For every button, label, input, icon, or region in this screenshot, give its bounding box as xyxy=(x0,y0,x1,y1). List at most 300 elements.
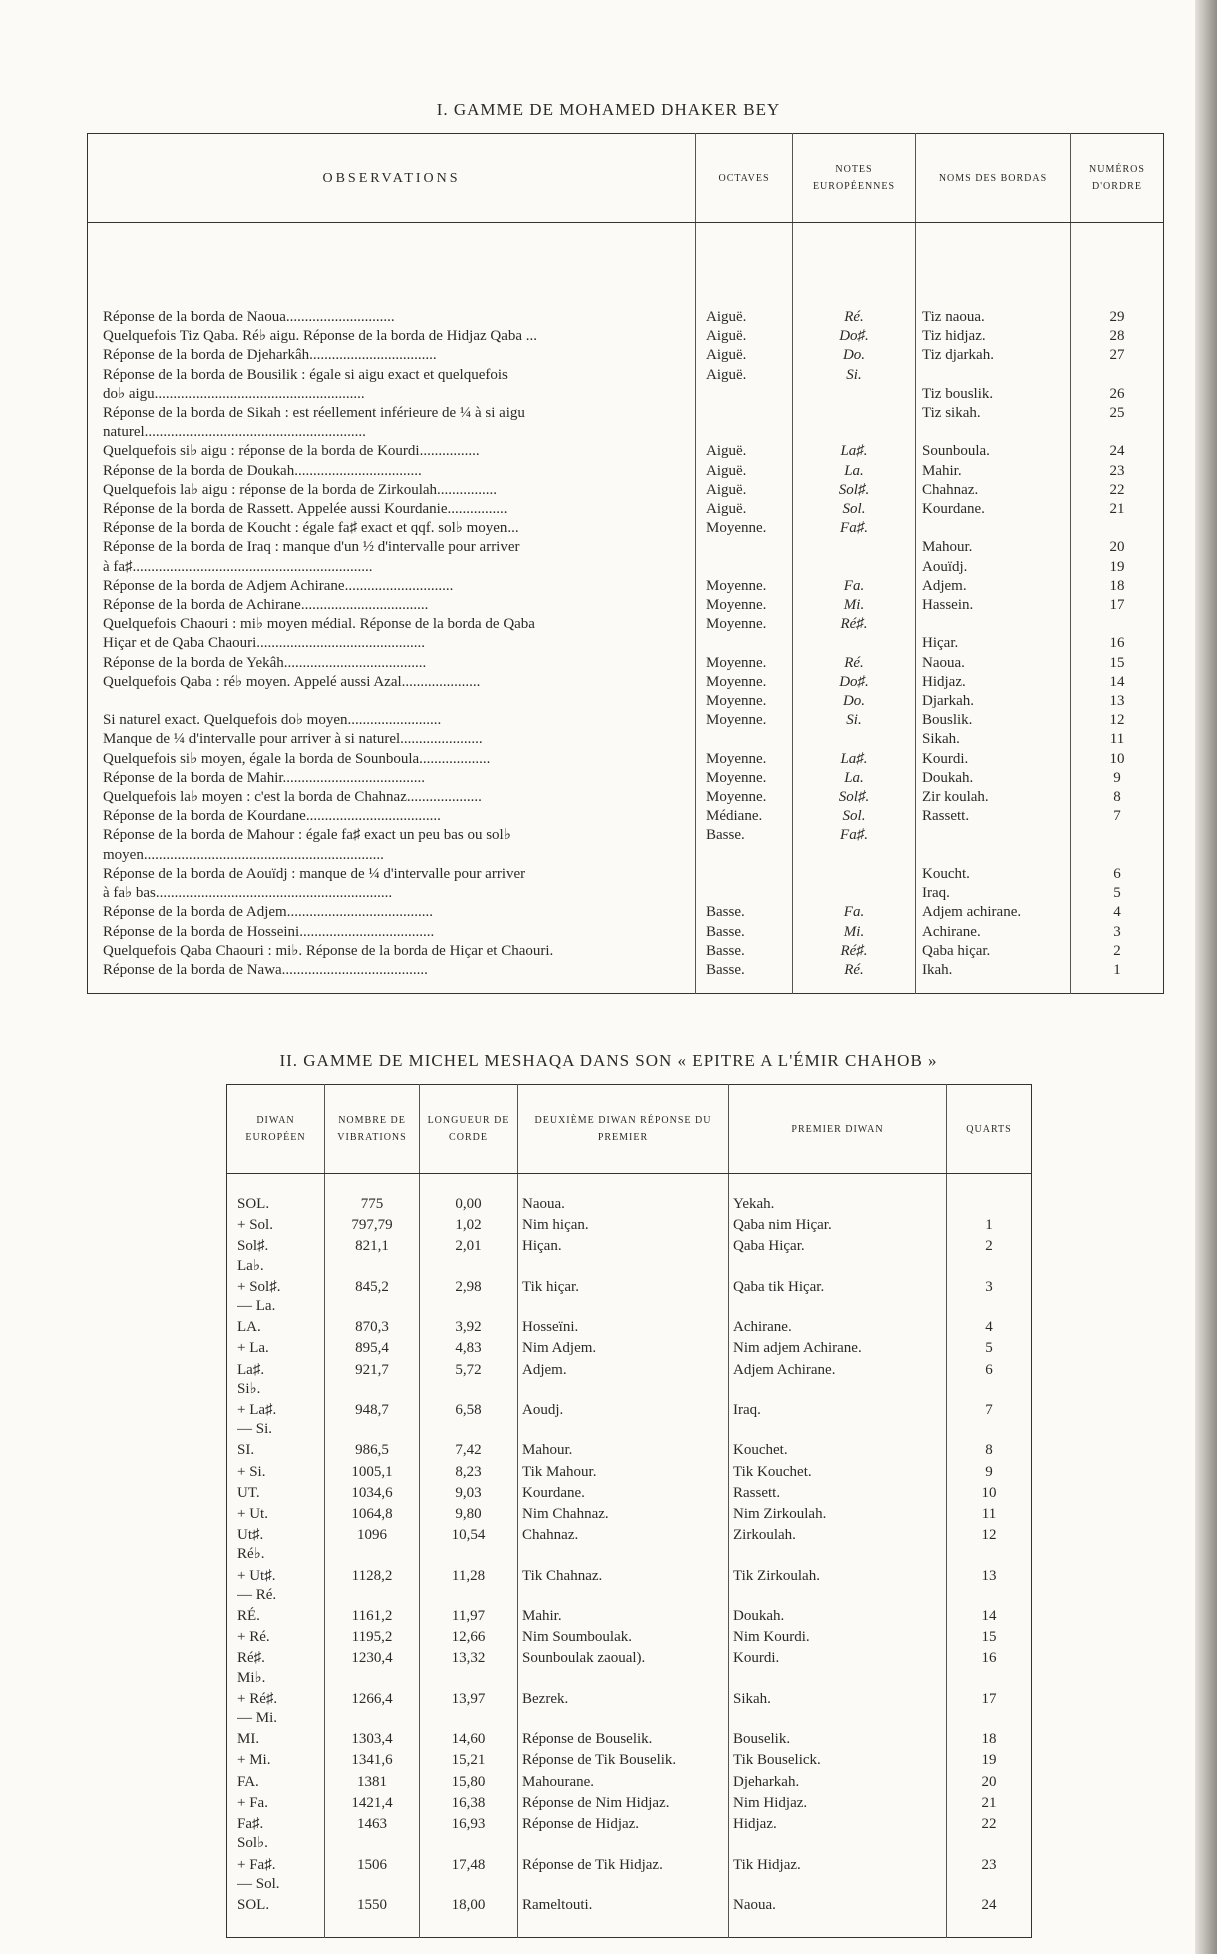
numero-cell xyxy=(1071,788,1164,807)
observation-cell xyxy=(88,711,696,749)
second-diwan-cell: Nim Chahnaz. xyxy=(518,1504,729,1525)
numero-line: 26 xyxy=(1109,385,1125,402)
numero-line: 19 xyxy=(1109,558,1125,575)
numero-line: 22 xyxy=(1109,481,1125,498)
table-row xyxy=(227,1750,1032,1771)
octave-cell: Aiguë. xyxy=(696,223,793,328)
diwan-note-line: FA. xyxy=(237,1773,259,1790)
diwan-note-line: — Sol. xyxy=(237,1875,280,1892)
note-cell: Do♯. xyxy=(793,673,916,692)
numero-cell xyxy=(1071,500,1164,519)
first-diwan-cell: Rassett. xyxy=(729,1483,947,1504)
observation-line: Quelquefois Chaouri : mi♭ moyen médial. Réponse de la borda de Qaba xyxy=(103,616,535,633)
observation-cell xyxy=(88,654,696,673)
vibrations-cell: 1005,1 xyxy=(325,1462,420,1483)
longueur-cell: 16,38 xyxy=(420,1793,518,1814)
first-diwan-cell: Qaba nim Hiçar. xyxy=(729,1215,947,1236)
borda-cell xyxy=(916,442,1071,461)
observation-cell xyxy=(88,442,696,461)
observation-cell xyxy=(88,692,696,711)
observation-line: Quelquefois la♭ aigu : réponse de la borda de Zirkoulah................ xyxy=(103,481,498,498)
second-diwan-cell: Aoudj. xyxy=(518,1400,729,1440)
table-row xyxy=(88,327,1164,346)
header-second-diwan: DEUXIÈME DIWAN RÉPONSE DU PREMIER xyxy=(518,1085,729,1174)
borda-line: Chahnaz. xyxy=(922,481,979,498)
octave-cell: Moyenne. xyxy=(696,769,793,788)
diwan-note-cell xyxy=(227,1360,325,1400)
first-diwan-cell: Hidjaz. xyxy=(729,1814,947,1854)
quarts-cell: 14 xyxy=(947,1606,1032,1627)
first-diwan-cell: Qaba Hiçar. xyxy=(729,1236,947,1276)
vibrations-cell: 1421,4 xyxy=(325,1793,420,1814)
note-cell: Sol♯. xyxy=(793,788,916,807)
note-cell: Do. xyxy=(793,692,916,711)
second-diwan-cell: Mahir. xyxy=(518,1606,729,1627)
numero-cell xyxy=(1071,903,1164,922)
table-row xyxy=(88,673,1164,692)
vibrations-cell: 1381 xyxy=(325,1772,420,1793)
longueur-cell: 5,72 xyxy=(420,1360,518,1400)
observation-cell xyxy=(88,577,696,596)
vibrations-cell: 1064,8 xyxy=(325,1504,420,1525)
borda-line xyxy=(922,826,1068,845)
table-row xyxy=(227,1648,1032,1688)
header-longueur: LONGUEUR DE CORDE xyxy=(420,1085,518,1174)
note-cell: La♯. xyxy=(793,750,916,769)
table2-header-row xyxy=(227,1085,1032,1174)
first-diwan-cell: Kourdi. xyxy=(729,1648,947,1688)
longueur-cell: 9,03 xyxy=(420,1483,518,1504)
diwan-note-line: RÉ. xyxy=(237,1608,260,1625)
borda-cell xyxy=(916,500,1071,519)
diwan-note-line: LA. xyxy=(237,1319,261,1336)
header-numeros: NUMÉROS D'ORDRE xyxy=(1071,134,1164,223)
longueur-cell: 9,80 xyxy=(420,1504,518,1525)
longueur-cell: 13,32 xyxy=(420,1648,518,1688)
second-diwan-cell: Nim Soumboulak. xyxy=(518,1627,729,1648)
observation-cell xyxy=(88,346,696,365)
quarts-cell: 2 xyxy=(947,1236,1032,1276)
borda-line: Aouïdj. xyxy=(922,558,968,575)
first-diwan-cell: Tik Hidjaz. xyxy=(729,1855,947,1895)
header-quarts: QUARTS xyxy=(947,1085,1032,1174)
diwan-note-line: La♭. xyxy=(237,1257,264,1274)
observation-cell xyxy=(88,826,696,903)
borda-line: Zir koulah. xyxy=(922,789,989,806)
second-diwan-cell: Nim Adjem. xyxy=(518,1338,729,1359)
diwan-note-line: Si♭. xyxy=(237,1380,261,1397)
observation-line: naturel........................................................... xyxy=(103,424,366,441)
diwan-note-line: Fa♯. xyxy=(237,1816,264,1833)
diwan-note-cell xyxy=(227,1174,325,1216)
observation-line: Quelquefois Qaba : ré♭ moyen. Appelé aussi Azal..................... xyxy=(103,673,481,690)
note-cell: Ré♯. xyxy=(793,942,916,961)
diwan-note-cell xyxy=(227,1772,325,1793)
first-diwan-cell: Yekah. xyxy=(729,1174,947,1216)
table2-body xyxy=(227,1174,1032,1938)
observation-cell xyxy=(88,596,696,615)
borda-cell xyxy=(916,942,1071,961)
borda-line: Doukah. xyxy=(922,769,974,786)
borda-cell xyxy=(916,903,1071,922)
vibrations-cell: 1230,4 xyxy=(325,1648,420,1688)
octave-cell: Moyenne. xyxy=(696,577,793,596)
diwan-note-cell xyxy=(227,1440,325,1461)
first-diwan-cell: Djeharkah. xyxy=(729,1772,947,1793)
borda-line: Bouslik. xyxy=(922,712,973,729)
borda-cell xyxy=(916,596,1071,615)
borda-cell xyxy=(916,327,1071,346)
table-row xyxy=(88,826,1164,903)
longueur-cell: 11,28 xyxy=(420,1566,518,1606)
table-row xyxy=(227,1895,1032,1938)
table-row xyxy=(88,223,1164,328)
quarts-cell: 9 xyxy=(947,1462,1032,1483)
numero-line: 10 xyxy=(1109,750,1125,767)
longueur-cell: 11,97 xyxy=(420,1606,518,1627)
quarts-cell: 7 xyxy=(947,1400,1032,1440)
diwan-note-line: — Mi. xyxy=(237,1710,278,1727)
numero-line: 6 xyxy=(1113,865,1121,882)
table-row xyxy=(88,615,1164,653)
table-row xyxy=(88,788,1164,807)
table-row xyxy=(88,462,1164,481)
vibrations-cell: 1195,2 xyxy=(325,1627,420,1648)
octave-cell: Basse. xyxy=(696,923,793,942)
numero-cell xyxy=(1071,223,1164,328)
quarts-cell: 12 xyxy=(947,1525,1032,1565)
note-cell: Sol. xyxy=(793,807,916,826)
longueur-cell: 6,58 xyxy=(420,1400,518,1440)
first-diwan-cell: Iraq. xyxy=(729,1400,947,1440)
table1-header-row xyxy=(88,134,1164,223)
observation-cell xyxy=(88,500,696,519)
table1-body xyxy=(88,223,1164,994)
borda-line: Kourdane. xyxy=(922,501,985,518)
borda-line: Hidjaz. xyxy=(922,673,966,690)
diwan-note-line: + La. xyxy=(237,1340,269,1357)
header-vibrations: NOMBRE DE VIBRATIONS xyxy=(325,1085,420,1174)
table-row xyxy=(88,769,1164,788)
second-diwan-cell: Mahour. xyxy=(518,1440,729,1461)
quarts-cell: 22 xyxy=(947,1814,1032,1854)
diwan-note-cell xyxy=(227,1277,325,1317)
observation-line: Réponse de la borda de Yekâh...................................... xyxy=(103,654,427,671)
octave-cell: Aiguë. xyxy=(696,481,793,500)
longueur-cell: 15,21 xyxy=(420,1750,518,1771)
quarts-cell: 15 xyxy=(947,1627,1032,1648)
second-diwan-cell: Adjem. xyxy=(518,1360,729,1400)
borda-cell xyxy=(916,577,1071,596)
vibrations-cell: 821,1 xyxy=(325,1236,420,1276)
second-diwan-cell: Nim hiçan. xyxy=(518,1215,729,1236)
borda-line: Hassein. xyxy=(922,597,974,614)
note-cell: Fa. xyxy=(793,903,916,922)
diwan-note-cell xyxy=(227,1236,325,1276)
observation-cell xyxy=(88,788,696,807)
octave-cell: Basse. xyxy=(696,826,793,903)
numero-line: 21 xyxy=(1109,501,1125,518)
numero-cell xyxy=(1071,654,1164,673)
diwan-note-line: Ré♯. xyxy=(237,1650,265,1667)
observation-line: Réponse de la borda de Rassett. Appelée aussi Kourdanie................ xyxy=(103,501,508,518)
note-cell: Fa♯. xyxy=(793,519,916,577)
observation-cell xyxy=(88,807,696,826)
observation-cell xyxy=(88,615,696,653)
table-row xyxy=(227,1317,1032,1338)
octave-cell: Basse. xyxy=(696,942,793,961)
header-diwan: DIWAN EUROPÉEN xyxy=(227,1085,325,1174)
observation-cell xyxy=(88,961,696,994)
table-row xyxy=(88,519,1164,577)
borda-cell xyxy=(916,769,1071,788)
numero-cell xyxy=(1071,826,1164,903)
quarts-cell: 24 xyxy=(947,1895,1032,1938)
longueur-cell: 4,83 xyxy=(420,1338,518,1359)
page-edge-shadow xyxy=(1195,0,1217,1954)
numero-cell xyxy=(1071,442,1164,461)
vibrations-cell: 775 xyxy=(325,1174,420,1216)
note-cell: Mi. xyxy=(793,923,916,942)
diwan-note-line: — Si. xyxy=(237,1421,273,1438)
longueur-cell: 10,54 xyxy=(420,1525,518,1565)
borda-line: Qaba hiçar. xyxy=(922,942,991,959)
vibrations-cell: 1550 xyxy=(325,1895,420,1938)
diwan-note-cell xyxy=(227,1483,325,1504)
longueur-cell: 8,23 xyxy=(420,1462,518,1483)
octave-cell: Moyenne. xyxy=(696,519,793,577)
note-cell: La♯. xyxy=(793,442,916,461)
vibrations-cell: 948,7 xyxy=(325,1400,420,1440)
observation-line: Réponse de la borda de Koucht : égale fa♯ exact et qqf. sol♭ moyen... xyxy=(103,520,519,537)
observation-line: Réponse de la borda de Bousilik : égale si aigu exact et quelquefois xyxy=(103,366,508,383)
diwan-note-cell xyxy=(227,1648,325,1688)
observation-line: Réponse de la borda de Aouïdj : manque de ¼ d'intervalle pour arriver xyxy=(103,865,526,882)
numero-line: 15 xyxy=(1109,654,1125,671)
observation-cell xyxy=(88,223,696,328)
borda-line: Kourdi. xyxy=(922,750,969,767)
second-diwan-cell: Réponse de Tik Bouselik. xyxy=(518,1750,729,1771)
numero-line: 5 xyxy=(1113,885,1121,902)
header-first-diwan: PREMIER DIWAN xyxy=(729,1085,947,1174)
second-diwan-cell: Tik Chahnaz. xyxy=(518,1566,729,1606)
diwan-note-cell xyxy=(227,1729,325,1750)
numero-line xyxy=(1073,615,1161,634)
numero-cell xyxy=(1071,481,1164,500)
numero-cell xyxy=(1071,750,1164,769)
diwan-note-line: UT. xyxy=(237,1484,260,1501)
borda-cell xyxy=(916,807,1071,826)
vibrations-cell: 845,2 xyxy=(325,1277,420,1317)
numero-line: 1 xyxy=(1113,961,1121,978)
diwan-note-cell xyxy=(227,1525,325,1565)
table-row xyxy=(88,711,1164,749)
observation-line: Réponse de la borda de Mahir...................................... xyxy=(103,769,426,786)
observation-cell xyxy=(88,519,696,577)
borda-line: Iraq. xyxy=(922,885,950,902)
observation-line: Réponse de la borda de Mahour : égale fa♯ exact un peu bas ou sol♭ xyxy=(103,827,511,844)
borda-line: Rassett. xyxy=(922,808,970,825)
diwan-note-line: Sol♯. xyxy=(237,1238,269,1255)
numero-line: 24 xyxy=(1109,443,1125,460)
diwan-note-cell xyxy=(227,1814,325,1854)
table-row xyxy=(227,1174,1032,1216)
numero-line: 25 xyxy=(1109,405,1125,422)
observation-cell xyxy=(88,769,696,788)
quarts-cell: 23 xyxy=(947,1855,1032,1895)
first-diwan-cell: Tik Bouselick. xyxy=(729,1750,947,1771)
diwan-note-cell xyxy=(227,1566,325,1606)
observation-line: Réponse de la borda de Adjem Achirane............................. xyxy=(103,577,454,594)
octave-cell: Aiguë. xyxy=(696,500,793,519)
second-diwan-cell: Bezrek. xyxy=(518,1689,729,1729)
second-diwan-cell: Réponse de Bouselik. xyxy=(518,1729,729,1750)
octave-cell: Médiane. xyxy=(696,807,793,826)
note-cell: Ré. xyxy=(793,654,916,673)
numero-line: 3 xyxy=(1113,923,1121,940)
numero-cell xyxy=(1071,769,1164,788)
borda-cell xyxy=(916,481,1071,500)
observation-line: moyen................................................................ xyxy=(103,846,384,863)
table-row xyxy=(227,1400,1032,1440)
second-diwan-cell: Mahourane. xyxy=(518,1772,729,1793)
table-row xyxy=(227,1338,1032,1359)
borda-line: Achirane. xyxy=(922,923,981,940)
borda-line: Sikah. xyxy=(922,731,960,748)
header-notes: NOTES EUROPÉENNES xyxy=(793,134,916,223)
quarts-cell: 17 xyxy=(947,1689,1032,1729)
first-diwan-cell: Tik Kouchet. xyxy=(729,1462,947,1483)
note-cell: Ré. xyxy=(793,223,916,328)
observation-cell xyxy=(88,903,696,922)
first-diwan-cell: Nim Zirkoulah. xyxy=(729,1504,947,1525)
borda-cell xyxy=(916,462,1071,481)
octave-cell: Moyenne. xyxy=(696,596,793,615)
first-diwan-cell: Kouchet. xyxy=(729,1440,947,1461)
numero-line: 12 xyxy=(1109,712,1125,729)
longueur-cell: 12,66 xyxy=(420,1627,518,1648)
diwan-note-cell xyxy=(227,1338,325,1359)
first-diwan-cell: Qaba tik Hiçar. xyxy=(729,1277,947,1317)
table-row xyxy=(227,1606,1032,1627)
octave-cell: Aiguë. xyxy=(696,346,793,365)
diwan-note-cell xyxy=(227,1215,325,1236)
borda-line: Tiz hidjaz. xyxy=(922,328,986,345)
borda-cell xyxy=(916,223,1071,328)
observation-line: do♭ aigu........................................................ xyxy=(103,385,365,402)
table-row xyxy=(227,1483,1032,1504)
numero-cell xyxy=(1071,692,1164,711)
observation-cell xyxy=(88,923,696,942)
table-row xyxy=(88,961,1164,994)
numero-line: 17 xyxy=(1109,597,1125,614)
table-row xyxy=(88,500,1164,519)
diwan-note-cell xyxy=(227,1606,325,1627)
table-row xyxy=(227,1793,1032,1814)
numero-cell xyxy=(1071,462,1164,481)
longueur-cell: 7,42 xyxy=(420,1440,518,1461)
table-row xyxy=(227,1215,1032,1236)
numero-cell xyxy=(1071,346,1164,365)
diwan-note-line: + Ut. xyxy=(237,1506,268,1523)
observation-line: Réponse de la borda de Adjem....................................... xyxy=(103,904,433,921)
diwan-note-cell xyxy=(227,1855,325,1895)
note-cell: Do♯. xyxy=(793,327,916,346)
numero-line: 9 xyxy=(1113,769,1121,786)
table-row xyxy=(88,942,1164,961)
numero-cell xyxy=(1071,807,1164,826)
diwan-note-line: + Ré♯. xyxy=(237,1690,278,1707)
borda-cell xyxy=(916,788,1071,807)
second-diwan-cell: Hosseïni. xyxy=(518,1317,729,1338)
borda-cell xyxy=(916,519,1071,577)
table-row xyxy=(88,596,1164,615)
observation-line: Quelquefois si♭ aigu : réponse de la borda de Kourdi................ xyxy=(103,443,480,460)
observation-line: Si naturel exact. Quelquefois do♭ moyen......................... xyxy=(103,712,442,729)
numero-line xyxy=(1073,519,1161,538)
diwan-note-cell xyxy=(227,1627,325,1648)
quarts-cell: 4 xyxy=(947,1317,1032,1338)
numero-line: 29 xyxy=(1109,309,1125,325)
first-diwan-cell: Nim adjem Achirane. xyxy=(729,1338,947,1359)
vibrations-cell: 1266,4 xyxy=(325,1689,420,1729)
observation-line: Réponse de la borda de Sikah : est réellement inférieure de ¼ à si aigu xyxy=(103,405,525,422)
numero-cell xyxy=(1071,961,1164,994)
observation-cell xyxy=(88,327,696,346)
note-cell: Fa. xyxy=(793,577,916,596)
octave-cell: Moyenne. xyxy=(696,750,793,769)
borda-cell xyxy=(916,961,1071,994)
longueur-cell: 17,48 xyxy=(420,1855,518,1895)
table-row xyxy=(227,1689,1032,1729)
numero-line: 18 xyxy=(1109,577,1125,594)
longueur-cell: 2,98 xyxy=(420,1277,518,1317)
header-octaves: OCTAVES xyxy=(696,134,793,223)
numero-line: 27 xyxy=(1109,347,1125,364)
quarts-cell: 13 xyxy=(947,1566,1032,1606)
second-diwan-cell: Réponse de Hidjaz. xyxy=(518,1814,729,1854)
note-cell: La. xyxy=(793,769,916,788)
note-cell: Do. xyxy=(793,346,916,365)
numero-line: 7 xyxy=(1113,808,1121,825)
vibrations-cell: 1161,2 xyxy=(325,1606,420,1627)
octave-cell: Moyenne. xyxy=(696,788,793,807)
octave-cell: Aiguë. xyxy=(696,327,793,346)
table-row xyxy=(88,923,1164,942)
numero-line: 8 xyxy=(1113,789,1121,806)
numero-line: 16 xyxy=(1109,635,1125,652)
note-cell: La. xyxy=(793,462,916,481)
borda-line: Ikah. xyxy=(922,961,953,978)
first-diwan-cell: Zirkoulah. xyxy=(729,1525,947,1565)
longueur-cell: 3,92 xyxy=(420,1317,518,1338)
numero-cell xyxy=(1071,615,1164,653)
borda-line: Tiz naoua. xyxy=(922,309,985,325)
quarts-cell: 5 xyxy=(947,1338,1032,1359)
second-diwan-cell: Sounboulak zaoual). xyxy=(518,1648,729,1688)
longueur-cell: 2,01 xyxy=(420,1236,518,1276)
observation-line: Réponse de la borda de Djeharkâh.................................. xyxy=(103,347,437,364)
octave-cell: Moyenne. xyxy=(696,692,793,711)
vibrations-cell: 870,3 xyxy=(325,1317,420,1338)
diwan-note-line: + Fa. xyxy=(237,1794,268,1811)
diwan-note-line: + Ut♯. xyxy=(237,1567,276,1584)
numero-cell xyxy=(1071,327,1164,346)
numero-line: 23 xyxy=(1109,462,1125,479)
octave-cell: Aiguë. xyxy=(696,442,793,461)
quarts-cell: 18 xyxy=(947,1729,1032,1750)
numero-line: 14 xyxy=(1109,673,1125,690)
